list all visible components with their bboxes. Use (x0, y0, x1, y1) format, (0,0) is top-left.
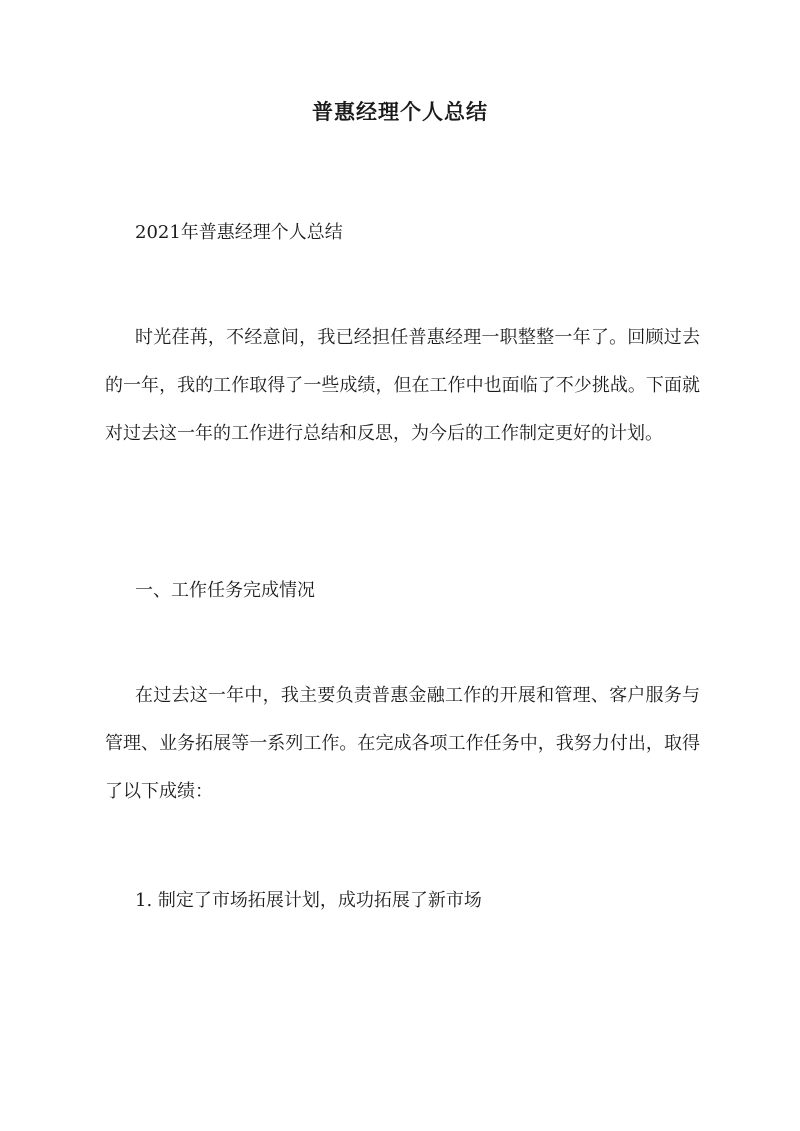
list-item: 1. 制定了市场拓展计划，成功拓展了新市场 (135, 890, 482, 911)
document-subtitle: 2021年普惠经理个人总结 (135, 222, 343, 243)
section-heading: 一、工作任务完成情况 (135, 580, 315, 601)
document-title: 普惠经理个人总结 (312, 99, 488, 124)
section-paragraph: 在过去这一年中，我主要负责普惠金融工作的开展和管理、客户服务与管理、业务拓展等一系列工作。在完成各项工作任务中，我努力付出，取得了以下成绩： (105, 685, 700, 802)
intro-paragraph: 时光荏苒，不经意间，我已经担任普惠经理一职整整一年了。回顾过去的一年，我的工作取得了一些成绩，但在工作中也面临了不少挑战。下面就对过去这一年的工作进行总结和反思，为今后的工作制定更好的计划。 (105, 327, 700, 444)
